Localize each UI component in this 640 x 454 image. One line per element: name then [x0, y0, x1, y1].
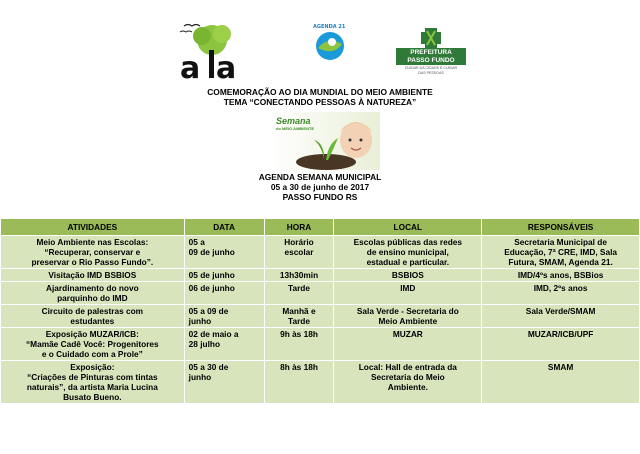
col-header-responsaveis: RESPONSÁVEIS	[482, 219, 640, 236]
cell-atividade	[1, 282, 185, 305]
agenda-line1: AGENDA SEMANA MUNICIPAL	[258, 172, 382, 182]
cell-hora-line: escolar	[284, 247, 314, 257]
cell-responsaveis	[482, 269, 640, 282]
cell-responsaveis-line: MUZAR/ICB/UPF	[527, 329, 594, 339]
cell-responsaveis	[482, 236, 640, 269]
cell-data-line: 05 de junho	[188, 270, 235, 280]
banner-subtitle: do MEIO AMBIENTE	[276, 126, 315, 131]
table-row	[1, 269, 640, 282]
cell-responsaveis-line: Educação, 7ª CRE, IMD, Sala	[504, 247, 617, 257]
cell-atividade-line: estudantes	[70, 316, 115, 326]
cell-data	[184, 328, 264, 361]
cell-hora	[264, 236, 334, 269]
prefeitura-slogan: CUIDAR DA CIDADE É CUIDAR DAS PESSOAS	[404, 66, 458, 75]
cell-responsaveis	[482, 282, 640, 305]
agenda-line2: 05 a 30 de junho de 2017	[270, 182, 370, 192]
table-row	[1, 305, 640, 328]
cell-local-line: Ambiente.	[387, 382, 428, 392]
cell-data	[184, 361, 264, 404]
cell-data-line: 02 de maio a	[188, 329, 239, 339]
svg-text:a: a	[180, 51, 201, 82]
cell-atividade-line: e o Cuidado com a Prole”	[41, 349, 143, 359]
table-row	[1, 361, 640, 404]
cell-hora-line: Horário	[284, 237, 314, 247]
page-heading	[0, 87, 640, 107]
cell-responsaveis	[482, 328, 640, 361]
prefeitura-label	[396, 48, 466, 65]
cell-responsaveis-line: Sala Verde/SMAM	[525, 306, 596, 316]
cell-responsaveis-line: Futura, SMAM, Agenda 21.	[508, 257, 613, 267]
cell-local	[334, 328, 482, 361]
cell-atividade-line: naturais”, da artista Maria Lucina	[26, 382, 158, 392]
cell-local	[334, 269, 482, 282]
cell-atividade-line: “Criações de Pinturas com tintas	[27, 372, 158, 382]
logos-row	[0, 12, 640, 84]
cell-atividade-line: Meio Ambiente nas Escolas:	[36, 237, 149, 247]
prefeitura-line1: PREFEITURA	[410, 49, 452, 56]
cell-atividade-line: preservar o Rio Passo Fundo”.	[31, 257, 154, 267]
cell-hora	[264, 282, 334, 305]
cell-atividade-line: Visitação IMD BSBIOS	[48, 270, 137, 280]
svg-text:a: a	[216, 51, 237, 82]
cell-local-line: MUZAR	[392, 329, 423, 339]
cell-data	[184, 282, 264, 305]
aia-logo	[178, 20, 248, 82]
cell-atividade-line: “Recuperar, conservar e	[44, 247, 141, 257]
cell-atividade	[1, 305, 185, 328]
cell-local-line: BSBIOS	[391, 270, 424, 280]
col-header-atividades: ATIVIDADES	[1, 219, 185, 236]
cell-data-line: 05 a 09 de	[188, 306, 229, 316]
cell-data-line: 28 julho	[188, 339, 221, 349]
cell-hora	[264, 328, 334, 361]
banner-title: Semana	[276, 116, 311, 126]
cell-data-line: junho	[188, 372, 212, 382]
cell-atividade-line: “Mamãe Cadê Você: Progenitores	[26, 339, 159, 349]
cell-data-line: 05 a 30 de	[188, 362, 229, 372]
agenda21-label: AGENDA 21	[313, 24, 346, 30]
cell-responsaveis	[482, 305, 640, 328]
cell-local-line: estadual e particular.	[366, 257, 450, 267]
cell-hora-line: 9h às 18h	[280, 329, 318, 339]
cell-responsaveis-line: IMD, 2ºs anos	[533, 283, 588, 293]
col-header-hora: HORA	[264, 219, 334, 236]
cell-data-line: 06 de junho	[188, 283, 235, 293]
cell-responsaveis-line: SMAM	[547, 362, 574, 372]
cell-local-line: Meio Ambiente	[378, 316, 438, 326]
cell-atividade	[1, 328, 185, 361]
prefeitura-logo	[396, 28, 466, 82]
cell-hora	[264, 269, 334, 282]
cell-hora	[264, 305, 334, 328]
agenda-title	[0, 172, 640, 202]
cell-local-line: Secretaria do Meio	[370, 372, 445, 382]
heading-line2: TEMA “CONECTANDO PESSOAS À NATUREZA”	[223, 97, 417, 107]
cell-data	[184, 305, 264, 328]
cell-data-line: 05 a	[188, 237, 205, 247]
prefeitura-line2: PASSO FUNDO	[407, 56, 455, 64]
cell-atividade	[1, 269, 185, 282]
heading-line1: COMEMORAÇÃO AO DIA MUNDIAL DO MEIO AMBIENTE	[207, 87, 433, 97]
cell-atividade-line: Busato Bueno.	[63, 392, 122, 402]
cell-atividade-line: Ajardinamento do novo	[46, 283, 139, 293]
cell-local	[334, 361, 482, 404]
cell-atividade	[1, 236, 185, 269]
col-header-data: DATA	[184, 219, 264, 236]
cell-data	[184, 269, 264, 282]
cell-hora-line: 13h30min	[279, 270, 319, 280]
table-header-row	[1, 219, 640, 236]
cell-hora-line: Manhã e	[282, 306, 316, 316]
cell-local-line: de ensino municipal,	[366, 247, 449, 257]
cell-atividade-line: Circuito de palestras com	[41, 306, 144, 316]
cell-local	[334, 305, 482, 328]
cell-hora-line: Tarde	[288, 283, 310, 293]
cell-data	[184, 236, 264, 269]
cell-hora-line: 8h às 18h	[280, 362, 318, 372]
cell-local-line: Local: Hall de entrada da	[358, 362, 457, 372]
cell-local	[334, 282, 482, 305]
cell-atividade-line: parquinho do IMD	[57, 293, 128, 303]
agenda21-logo	[310, 22, 350, 62]
table-row	[1, 328, 640, 361]
cell-local-line: IMD	[400, 283, 416, 293]
cell-atividade-line: Exposição:	[70, 362, 115, 372]
cell-responsaveis-line: IMD/4ºs anos, BSBios	[517, 270, 604, 280]
table-row	[1, 236, 640, 269]
cell-hora	[264, 361, 334, 404]
cell-responsaveis-line: Secretaria Municipal de	[514, 237, 607, 247]
semana-banner-image	[268, 112, 380, 170]
agenda-line3: PASSO FUNDO RS	[282, 192, 358, 202]
cell-responsaveis	[482, 361, 640, 404]
cell-hora-line: Tarde	[288, 316, 310, 326]
cell-local	[334, 236, 482, 269]
table-row	[1, 282, 640, 305]
cell-atividade-line: Exposição MUZAR/ICB:	[45, 329, 139, 339]
col-header-local: LOCAL	[334, 219, 482, 236]
cell-data-line: 09 de junho	[188, 247, 235, 257]
cell-atividade	[1, 361, 185, 404]
cell-local-line: Escolas públicas das redes	[353, 237, 463, 247]
prefeitura-cross-icon	[396, 28, 466, 48]
cell-local-line: Sala Verde - Secretaria do	[356, 306, 459, 316]
cell-data-line: junho	[188, 316, 212, 326]
schedule-table	[0, 218, 640, 404]
